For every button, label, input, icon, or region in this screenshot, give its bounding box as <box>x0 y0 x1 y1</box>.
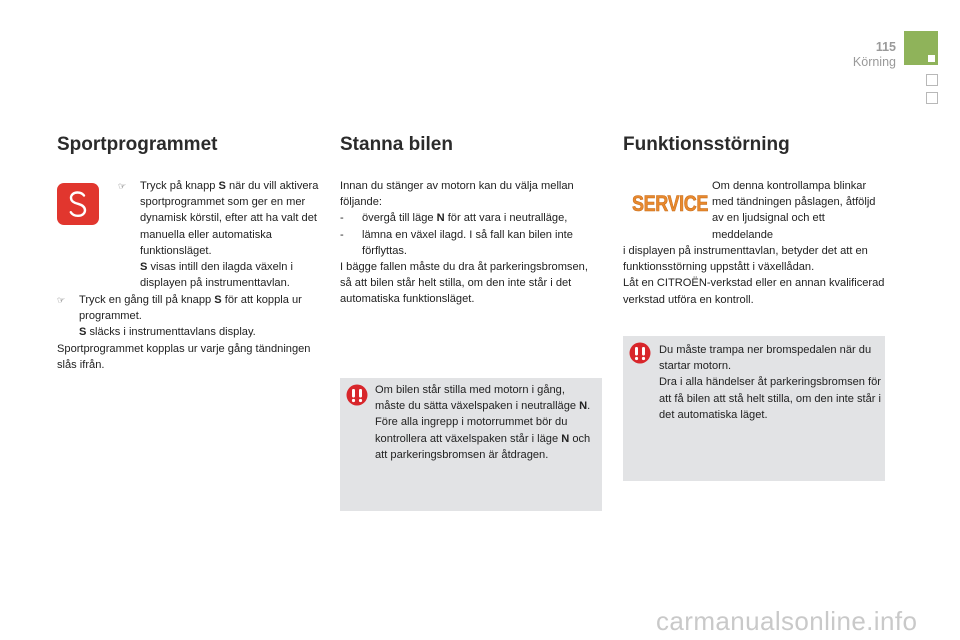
service-warning-lamp-icon <box>631 188 709 221</box>
s-button-icon <box>57 183 99 225</box>
chapter-tab <box>904 31 938 65</box>
hand-pointer-icon: ☞ <box>57 295 66 305</box>
section-title-sport: Sportprogrammet <box>57 134 218 155</box>
section-title-malfunction: Funktionsstörning <box>623 134 790 155</box>
sport-bullet-2: ☞ Tryck en gång till på knapp S för att koppla ur programmet. S släcks i instrumenttavlans display. Sportprogrammet kopplas ur varje gång tändningen slås ifrån. <box>57 292 327 373</box>
chapter-tab-marker <box>928 55 935 62</box>
svg-text:SERVICE: SERVICE <box>632 191 708 216</box>
stop-warning-box <box>340 378 602 511</box>
watermark: carmanualsonline.info <box>656 606 918 636</box>
malfunction-text: i displayen på instrumenttavlan, betyder det att en funktionsstörning uppstått i växellådan. Låt en CITROËN-verkstad eller en annan kvalificerad verkstad utföra en kontroll. <box>623 245 885 306</box>
malfunction-warning-text: Du måste trampa ner bromspedalen när du startar motorn. Dra i alla händelser åt parkeringsbromsen för att få bilen att stå helt stilla, om den inte står i det automatiska läget. <box>659 344 881 421</box>
sport-bullet-1: ☞ Tryck på knapp S när du vill aktivera sportprogrammet som ger en mer dynamisk körstil, efter att ha valt det manuella eller automatiska funktionsläget. S visas intill den ilagda växeln i displayen på instrumenttavlan. <box>118 180 319 290</box>
stop-warning-text: Om bilen står stilla med motorn i gång, måste du sätta växelspaken i neutralläge N. Före alla ingrepp i motorrummet bör du kontrollera att växelspaken står i läge N och att parkeringsbromsen är åtdragen. <box>375 384 591 461</box>
section-title-stop: Stanna bilen <box>340 134 453 155</box>
sport-closing-text: Sportprogrammet kopplas ur varje gång tändningen slås ifrån. <box>57 342 311 371</box>
warning-icon <box>629 342 651 364</box>
malfunction-warning-box <box>623 336 885 481</box>
warning-icon <box>346 384 368 406</box>
malfunction-text-wrap: Om denna kontrollampa blinkar med tändningen påslagen, åtföljd av en ljudsignal och ett meddelande <box>712 180 876 241</box>
section-name: Körning <box>852 55 896 69</box>
chapter-box-empty <box>926 92 938 104</box>
stop-text: Innan du stänger av motorn kan du välja mellan följande: - övergå till läge N för att vara i neutralläge, - lämna en växel ilagd. I så fall kan bilen inte förflyttas. I bägge fallen måste du dra åt parkeringsbromsen, så att bilen står helt stilla, om den inte står i det automatiska funktionsläget. <box>340 180 588 306</box>
chapter-box-empty <box>926 74 938 86</box>
hand-pointer-icon: ☞ <box>118 181 127 191</box>
page-number: 115 <box>875 40 896 54</box>
